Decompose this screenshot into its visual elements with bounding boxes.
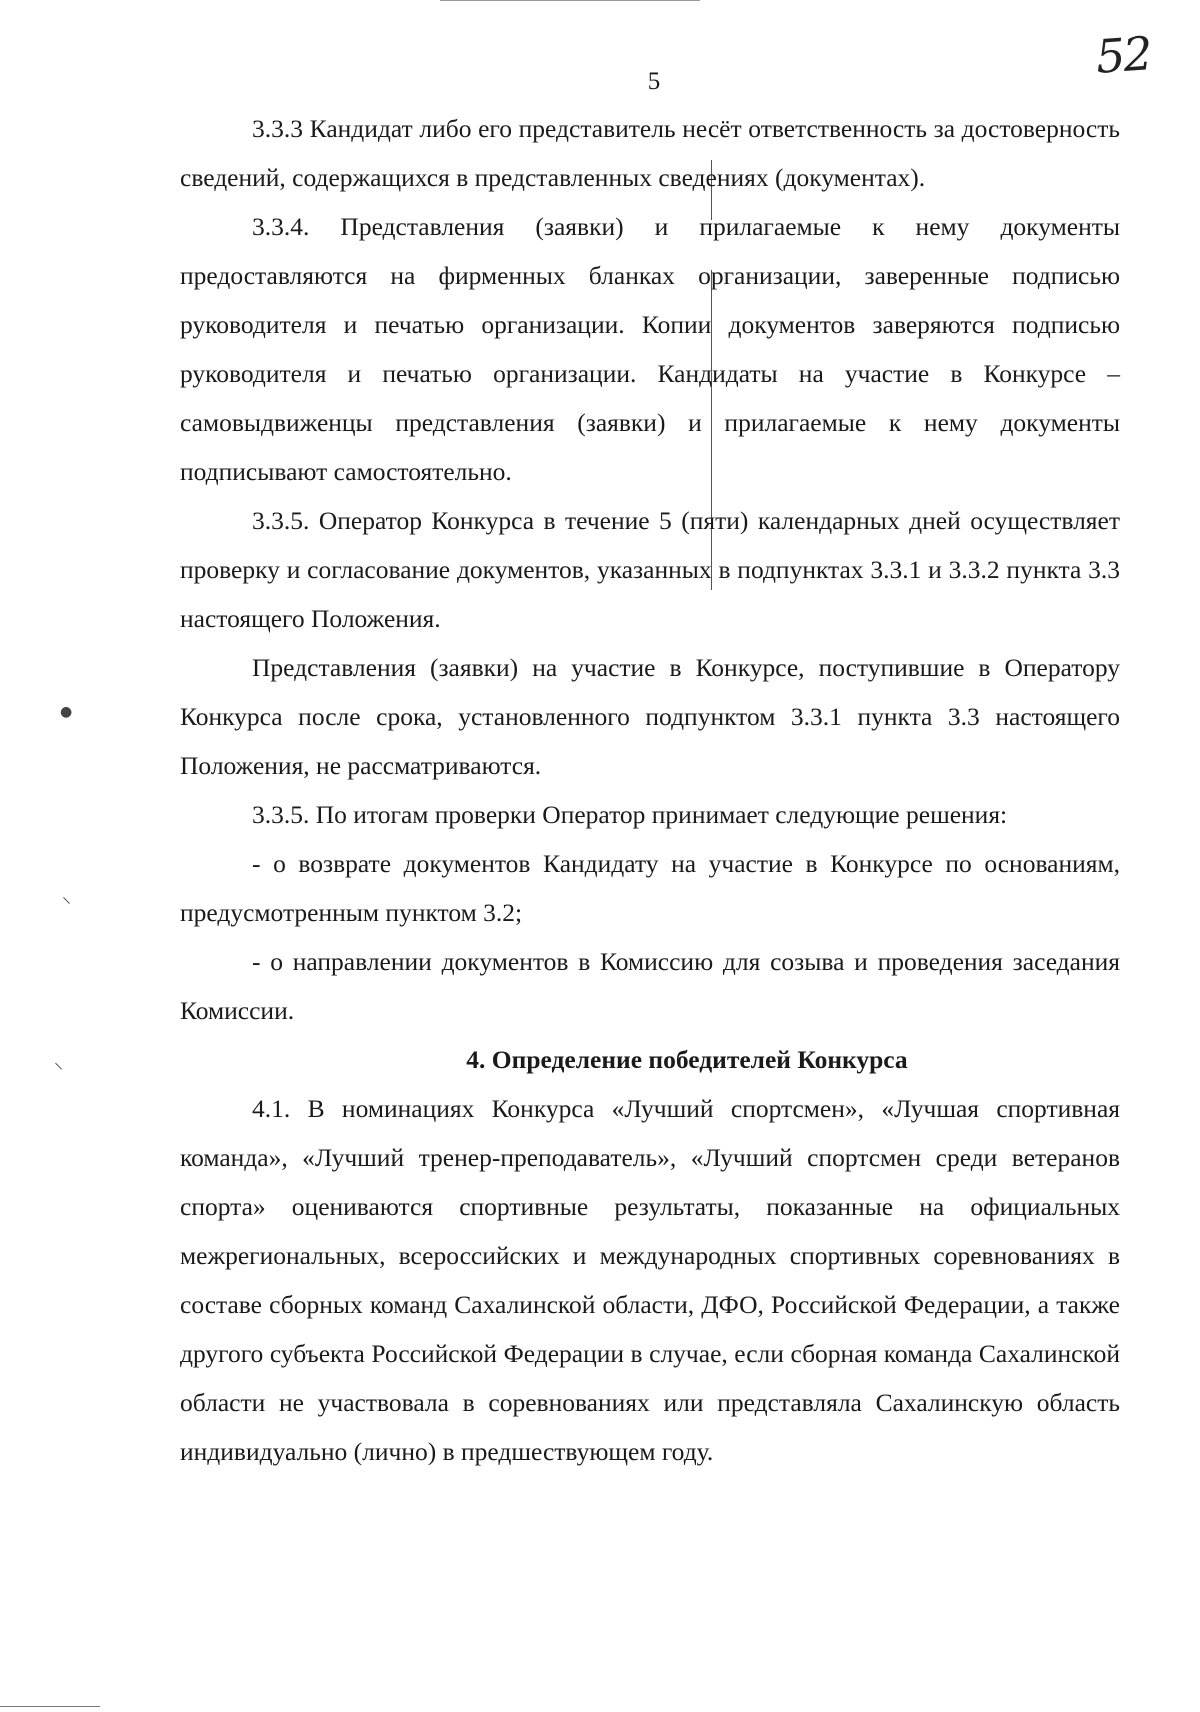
decision-item-forward: - о направлении документов в Комиссию для созыва и проведения заседания Комиссии. — [180, 947, 1120, 1025]
paragraph-3-3-3: 3.3.3 Кандидат либо его представитель несёт ответственность за достоверность сведений, содержащихся в представленных сведениях (документах). — [180, 114, 1120, 192]
paragraph-late-submissions: Представления (заявки) на участие в Конкурсе, поступившие в Оператору Конкурса после срока, установленного подпунктом 3.3.1 пункта 3.3 настоящего Положения, не рассматриваются. — [180, 653, 1120, 780]
handwritten-page-mark: 52 — [1094, 26, 1153, 84]
paragraph-3-3-5: 3.3.5. Оператор Конкурса в течение 5 (пяти) календарных дней осуществляет проверку и согласование документов, указанных в подпунктах 3.3.1 и 3.3.2 пункта 3.3 настоящего Положения. — [180, 506, 1120, 633]
paragraph-3-3-4: 3.3.4. Представления (заявки) и прилагаемые к нему документы предоставляются на фирменных бланках организации, заверенные подписью руководителя и печатью организации. Копии документов заверяются подписью руководителя и печатью организации. Кандидаты на участие в Конкурсе – самовыдвиженцы представления (заявки) и прилагаемые к нему документы подписывают самостоятельно. — [180, 212, 1120, 486]
section-heading: 4. Определение победителей Конкурса — [466, 1045, 908, 1074]
scan-speck: ● — [60, 704, 73, 720]
scan-bottom-artifact — [0, 1706, 100, 1707]
document-body — [180, 104, 1120, 1476]
page-number: 5 — [647, 68, 661, 95]
scan-speck: ⸜ — [54, 1052, 63, 1073]
paragraph-4-1: 4.1. В номинациях Конкурса «Лучший спортсмен», «Лучшая спортивная команда», «Лучший тренер-преподаватель», «Лучший спортсмен среди ветеранов спорта» оцениваются спортивные результаты, показанные на официальных межрегиональных, всероссийских и международных спортивных соревнованиях в составе сборных команд Сахалинской области, ДФО, Российской Федерации, а также другого субъекта Российской Федерации в случае, если сборная команда Сахалинской области не участвовала в соревнованиях или представляла Сахалинскую область индивидуально (лично) в предшествующем году. — [180, 1094, 1120, 1466]
decision-item-return: - о возврате документов Кандидату на участие в Конкурсе по основаниям, предусмотренным пунктом 3.2; — [180, 849, 1120, 927]
scan-top-artifact — [440, 0, 700, 1]
scan-speck: ⸌ — [62, 894, 71, 915]
paragraph-3-3-5-decisions: 3.3.5. По итогам проверки Оператор принимает следующие решения: — [252, 800, 1008, 829]
